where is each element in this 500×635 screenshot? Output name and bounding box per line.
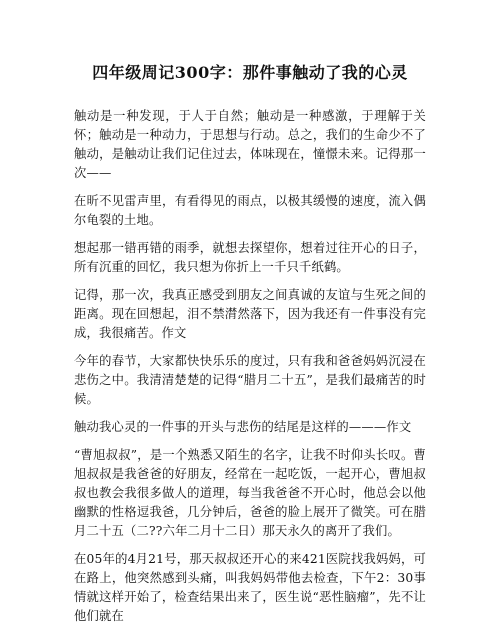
- paragraph: 在05年的4月21号，那天叔叔还开心的来421医院找我妈妈，可在路上，他突然感到头痛，叫我妈妈带他去检查，下午2：30事情就这样开始了，检查结果出来了，医生说“恶性脑瘤”，先不让他们就在: [74, 552, 426, 623]
- paragraph: 触动是一种发现，于人于自然；触动是一种感激，于理解于关怀；触动是一种动力，于思想与行动。总之，我们的生命少不了触动，是触动让我们记住过去，体味现在，憧憬未来。记得那一次——: [74, 109, 426, 180]
- paragraph: 想起那一错再错的雨季，就想去探望你，想着过往开心的日子，所有沉重的回忆，我只想为你折上一千只千纸鹤。: [74, 241, 426, 274]
- document-body: [74, 107, 426, 635]
- paragraph: 记得，那一次，我真正感受到朋友之间真诚的友谊与生死之间的距离。现在回想起，泪不禁潸然落下，因为我还有一件事没有完成，我很痛苦。作文: [74, 288, 426, 340]
- paragraph: 在昕不见雷声里，有看得见的雨点，以极其缓慢的速度，流入偶尔龟裂的土地。: [74, 194, 426, 227]
- paragraph: “曹旭叔叔”，是一个熟悉又陌生的名字，让我不时仰头长叹。曹旭叔叔是我爸爸的好朋友，经常在一起吃饭，一起开心，曹旭叔叔也教会我很多做人的道理，每当我爸爸不开心时，他总会以他幽默的性格逗我爸，几分钟后，爸爸的脸上展开了微笑。可在腊月二十五（二??六年二月十二日）那天永久的离开了我们。: [74, 448, 426, 538]
- paragraph: 触动我心灵的一件事的开头与悲伤的结尾是这样的———作文: [74, 420, 412, 434]
- document-title: 四年级周记300字：那件事触动了我的心灵: [92, 63, 408, 82]
- paragraph: 今年的春节，大家都快快乐乐的度过，只有我和爸爸妈妈沉浸在悲伤之中。我清清楚楚的记得“腊月二十五”，是我们最痛苦的时候。: [74, 354, 426, 406]
